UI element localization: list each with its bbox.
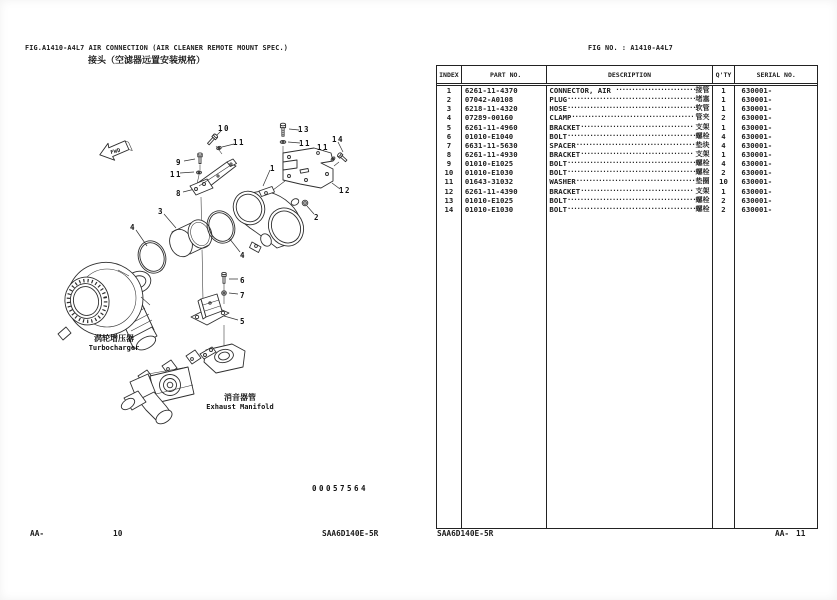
- desc-zh: 垫块: [695, 140, 710, 149]
- dot-leader: [567, 196, 696, 205]
- right-page-number: 11: [796, 529, 806, 538]
- callout-8: 8: [175, 189, 183, 198]
- desc-zh: 螺栓: [695, 168, 710, 177]
- desc-zh: 管夹: [693, 113, 710, 122]
- callout-10: 10: [217, 124, 231, 133]
- cell-serial: 630001-: [741, 140, 773, 150]
- table-row: [437, 113, 817, 122]
- table-row: [437, 104, 817, 113]
- parts-table-header: [437, 66, 817, 86]
- callout-4-right: 4: [239, 251, 247, 260]
- manifold-label-en: Exhaust Manifold: [206, 403, 274, 411]
- cell-qty: 2: [713, 196, 736, 205]
- cell-index: 7: [437, 141, 462, 150]
- table-row: [437, 86, 817, 95]
- cell-serial: 630001-: [741, 122, 773, 132]
- dot-leader: [615, 86, 695, 95]
- desc-zh: 堵塞: [695, 95, 710, 104]
- cell-part-no: 01010-E1030: [462, 168, 548, 177]
- dot-leader: [567, 95, 696, 104]
- cell-part-no: 01010-E1025: [462, 196, 548, 205]
- cell-qty: 2: [713, 168, 736, 177]
- cell-qty: 10: [713, 177, 736, 186]
- desc-zh: 软管: [695, 104, 710, 113]
- cell-serial: 630001-: [741, 177, 773, 187]
- cell-description: [547, 187, 712, 196]
- callout-11-c: 11: [316, 143, 330, 152]
- cell-serial: 630001-: [741, 195, 773, 205]
- desc-en: SPACER: [549, 140, 576, 150]
- cell-index: 10: [437, 168, 462, 177]
- cell-description: [547, 113, 712, 122]
- cell-part-no: 07289-00160: [462, 113, 548, 122]
- cell-description: [547, 177, 712, 186]
- cell-index: 6: [437, 132, 462, 141]
- col-header-qty: Q'TY: [713, 66, 736, 83]
- cell-qty: 4: [713, 132, 736, 141]
- cell-serial: 630001-: [741, 95, 773, 105]
- turbocharger-label-en: Turbocharger: [88, 344, 140, 352]
- right-page-code: AA-: [775, 529, 790, 538]
- manifold-label-zh: 消音器管: [224, 393, 256, 402]
- bolt-9-drawing: [198, 153, 202, 164]
- cell-part-no: 01010-E1030: [462, 205, 548, 214]
- right-book-code: SAA6D140E-5R: [437, 529, 494, 538]
- cell-index: 5: [437, 123, 462, 132]
- cell-index: 12: [437, 187, 462, 196]
- table-filler-row: [437, 214, 817, 528]
- drawing-number: 00057564: [311, 484, 369, 493]
- desc-en: BOLT: [549, 159, 567, 169]
- callout-11-a: 11: [232, 138, 246, 147]
- cell-index: 14: [437, 205, 462, 214]
- cell-part-no: 6261-11-4930: [462, 150, 548, 159]
- cell-index: 13: [437, 196, 462, 205]
- bolt-6-drawing: [222, 272, 226, 283]
- callout-4-left: 4: [129, 223, 137, 232]
- col-header-description: DESCRIPTION: [547, 66, 712, 83]
- cell-part-no: 6218-11-4320: [462, 104, 548, 113]
- callout-7: 7: [239, 291, 247, 300]
- fwd-arrow-icon: [97, 138, 133, 164]
- parts-table-body: [437, 86, 817, 528]
- table-row: [437, 150, 817, 159]
- cell-part-no: 01010-E1025: [462, 159, 548, 168]
- desc-zh: 螺栓: [695, 131, 710, 140]
- bracket-8-drawing: [190, 159, 237, 195]
- washer-7-drawing: [222, 291, 227, 296]
- dot-leader: [567, 132, 696, 141]
- desc-en: WASHER: [549, 177, 576, 187]
- callout-3: 3: [157, 207, 165, 216]
- callout-11-d: 11: [169, 170, 183, 179]
- cell-part-no: 6261-11-4370: [462, 86, 548, 95]
- desc-zh: 螺栓: [695, 159, 710, 168]
- desc-en: BOLT: [549, 204, 567, 214]
- cell-part-no: 01010-E1040: [462, 132, 548, 141]
- bolt-13-drawing: [280, 123, 285, 136]
- plug-drawing: [302, 200, 308, 206]
- cell-qty: 1: [713, 95, 736, 104]
- cell-qty: 4: [713, 159, 736, 168]
- table-row: [437, 205, 817, 214]
- callout-14: 14: [331, 135, 345, 144]
- desc-zh: 螺栓: [695, 204, 710, 213]
- dot-leader: [567, 104, 696, 113]
- cell-index: 11: [437, 177, 462, 186]
- cell-serial: 630001-: [741, 86, 773, 95]
- desc-en: BRACKET: [549, 122, 581, 132]
- callout-11-b: 11: [298, 139, 312, 148]
- desc-en: BRACKET: [549, 186, 581, 196]
- cell-serial: 630001-: [741, 204, 773, 214]
- figure-title: FIG.A1410-A4L7 AIR CONNECTION (AIR CLEANER REMOTE MOUNT SPEC.): [25, 44, 289, 52]
- desc-zh: 支架: [693, 122, 710, 131]
- cell-index: 2: [437, 95, 462, 104]
- cell-description: [547, 168, 712, 177]
- cell-description: [547, 196, 712, 205]
- desc-en: PLUG: [549, 95, 567, 105]
- bolt-14-drawing: [337, 152, 348, 162]
- cell-part-no: 07042-A0108: [462, 95, 548, 104]
- cell-description: [547, 95, 712, 104]
- table-row: [437, 196, 817, 205]
- cell-description: [547, 86, 712, 95]
- fwd-label: FWD: [109, 147, 122, 157]
- left-page-number: 10: [113, 529, 123, 538]
- table-row: [437, 187, 817, 196]
- cell-index: 8: [437, 150, 462, 159]
- left-page-code: AA-: [30, 529, 45, 538]
- cell-description: [547, 132, 712, 141]
- col-header-serial-no: SERIAL NO.: [756, 70, 796, 79]
- dot-leader: [576, 177, 696, 186]
- cell-qty: 4: [713, 141, 736, 150]
- parts-table: [436, 65, 818, 529]
- col-header-index: INDEX: [437, 66, 462, 83]
- cell-qty: 1: [713, 187, 736, 196]
- dot-leader: [580, 150, 693, 159]
- bracket-5-drawing: [191, 294, 229, 325]
- desc-en: CLAMP: [549, 113, 572, 123]
- table-row: [437, 159, 817, 168]
- desc-zh: 垫圈: [695, 177, 710, 186]
- cell-qty: 2: [713, 113, 736, 122]
- figure-title-chinese: 接头（空滤器远置安装规格）: [88, 56, 206, 66]
- washer-11b-drawing: [280, 140, 286, 143]
- cell-index: 1: [437, 86, 462, 95]
- dot-leader: [567, 159, 696, 168]
- desc-en: BRACKET: [549, 149, 581, 159]
- desc-en: BOLT: [549, 168, 567, 178]
- left-book-code: SAA6D140E-5R: [322, 529, 379, 538]
- cell-serial: 630001-: [741, 168, 773, 178]
- callout-2: 2: [313, 213, 321, 222]
- cell-qty: 1: [713, 86, 736, 95]
- callout-6: 6: [239, 276, 247, 285]
- callout-13: 13: [297, 125, 311, 134]
- table-row: [437, 132, 817, 141]
- hose-drawing: [166, 216, 216, 259]
- table-row: [437, 177, 817, 186]
- dot-leader: [567, 205, 696, 214]
- cell-part-no: 6631-11-5630: [462, 141, 548, 150]
- desc-zh: 支架: [693, 186, 710, 195]
- bracket-12-drawing: [283, 148, 333, 188]
- desc-en: HOSE: [549, 104, 567, 114]
- dot-leader: [580, 187, 693, 196]
- callout-12: 12: [338, 186, 352, 195]
- cell-serial: 630001-: [741, 159, 773, 169]
- cell-description: [547, 123, 712, 132]
- cell-qty: 1: [713, 104, 736, 113]
- callout-9: 9: [175, 158, 183, 167]
- cell-serial: 630001-: [741, 113, 773, 123]
- dot-leader: [567, 168, 696, 177]
- desc-en: CONNECTOR, AIR: [549, 86, 616, 95]
- cell-part-no: 01643-31032: [462, 177, 548, 186]
- cell-part-no: 6261-11-4390: [462, 187, 548, 196]
- cell-part-no: 6261-11-4960: [462, 123, 548, 132]
- cell-index: 4: [437, 113, 462, 122]
- air-connector-drawing: [228, 186, 310, 252]
- callout-1: 1: [269, 164, 277, 173]
- cell-description: [547, 104, 712, 113]
- dot-leader: [571, 113, 693, 122]
- cell-qty: 1: [713, 150, 736, 159]
- desc-zh: 螺栓: [695, 195, 710, 204]
- cell-serial: 630001-: [741, 149, 773, 159]
- cell-description: [547, 141, 712, 150]
- dot-leader: [580, 123, 693, 132]
- exhaust-manifold-drawing: [119, 344, 245, 427]
- callout-5: 5: [239, 317, 247, 326]
- cell-description: [547, 159, 712, 168]
- cell-qty: 2: [713, 205, 736, 214]
- exploded-diagram: [0, 0, 440, 560]
- desc-en: BOLT: [549, 131, 567, 141]
- desc-zh: 接管: [695, 86, 710, 94]
- table-row: [437, 95, 817, 104]
- cell-description: [547, 150, 712, 159]
- washer-11a-drawing: [216, 146, 222, 150]
- cell-qty: 1: [713, 123, 736, 132]
- desc-en: BOLT: [549, 195, 567, 205]
- desc-zh: 支架: [693, 149, 710, 158]
- cell-index: 3: [437, 104, 462, 113]
- cell-description: [547, 205, 712, 214]
- table-row: [437, 123, 817, 132]
- col-header-part-no: PART NO.: [462, 66, 548, 83]
- cell-serial: 630001-: [741, 104, 773, 114]
- washer-11d-drawing: [197, 171, 202, 174]
- turbocharger-label-zh: 涡轮增压器: [94, 334, 134, 343]
- dot-leader: [576, 141, 696, 150]
- cell-index: 9: [437, 159, 462, 168]
- cell-serial: 630001-: [741, 131, 773, 141]
- bolt-10-drawing: [207, 133, 219, 145]
- table-row: [437, 141, 817, 150]
- cell-serial: 630001-: [741, 186, 773, 196]
- table-row: [437, 168, 817, 177]
- figure-number: FIG NO. : A1410-A4L7: [588, 44, 673, 52]
